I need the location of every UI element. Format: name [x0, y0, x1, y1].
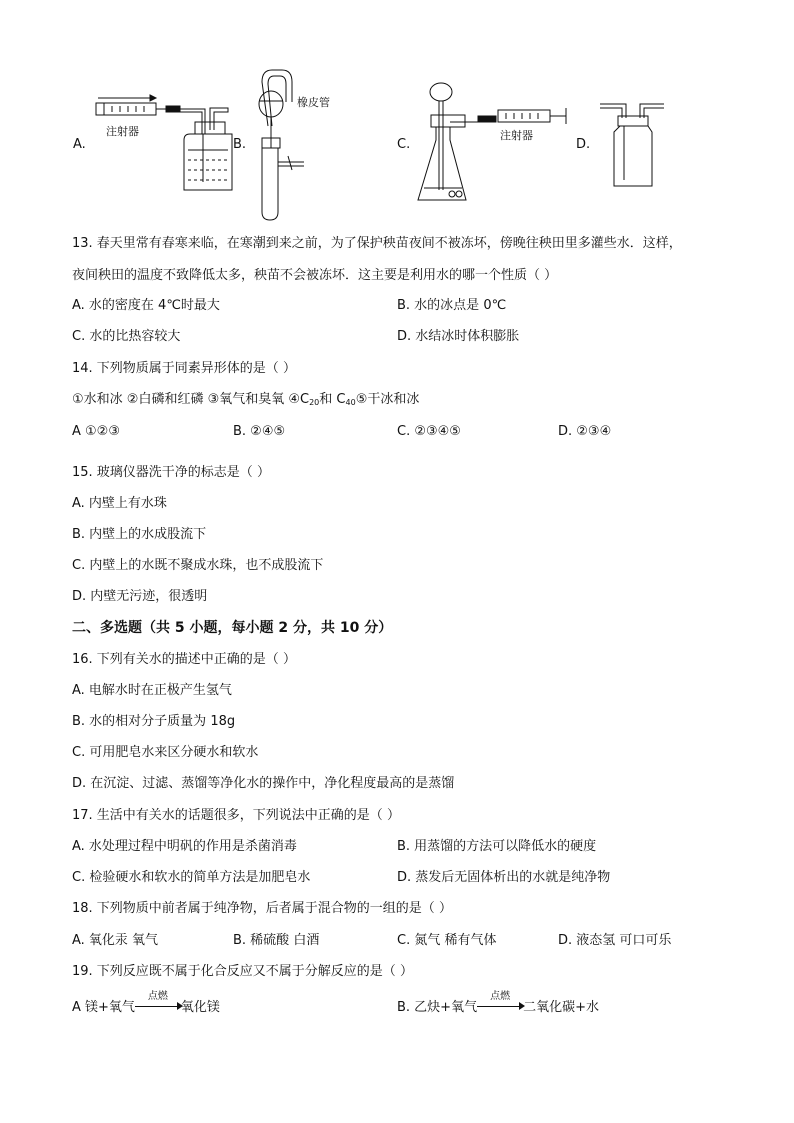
q14-stem: 14. 下列物质属于同素异形体的是（ ）	[72, 361, 296, 376]
q14-option-c: C. ②③④⑤	[397, 424, 461, 439]
q16-option-d: D. 在沉淀、过滤、蒸馏等净化水的操作中，净化程度最高的是蒸馏	[72, 776, 455, 791]
rubber-tube-label: 橡皮管	[297, 96, 330, 109]
q13-stem-line1: 13. 春天里常有春寒来临，在寒潮到来之前，为了保护秧苗夜间不被冻坏，傍晚往秧田里多灌些水．这样，	[72, 236, 682, 251]
q18-stem: 18. 下列物质中前者属于纯净物，后者属于混合物的一组的是（ ）	[72, 901, 452, 916]
q15-option-b: B. 内壁上的水成股流下	[72, 527, 207, 542]
q13-option-d: D. 水结冰时体积膨胀	[397, 329, 520, 344]
section-2-title: 二、多选题（共 5 小题，每小题 2 分，共 10 分）	[72, 620, 393, 636]
q13-stem-line2: 夜间秧田的温度不致降低太多，秧苗不会被冻坏．这主要是利用水的哪一个性质（ ）	[72, 268, 558, 283]
q17-option-c: C. 检验硬水和软水的简单方法是加肥皂水	[72, 870, 311, 885]
figure-b-label: B.	[233, 137, 247, 152]
q19-a-condition: 点燃	[147, 991, 168, 1002]
reaction-arrow-icon	[477, 991, 523, 1014]
reaction-arrow-icon	[135, 991, 181, 1014]
q19-stem: 19. 下列反应既不属于化合反应又不属于分解反应的是（ ）	[72, 964, 413, 979]
q16-option-c: C. 可用肥皂水来区分硬水和软水	[72, 745, 259, 760]
q14-option-b: B. ②④⑤	[233, 424, 286, 439]
q17-stem: 17. 生活中有关水的话题很多，下列说法中正确的是（ ）	[72, 808, 400, 823]
q17-option-b: B. 用蒸馏的方法可以降低水的硬度	[397, 839, 597, 854]
q19-b-product: 二氧化碳+水	[523, 1000, 599, 1015]
q15-option-c: C. 内壁上的水既不聚成水珠，也不成股流下	[72, 558, 324, 573]
q15-option-d: D. 内壁无污迹，很透明	[72, 589, 208, 604]
figure-a-label: A.	[73, 137, 86, 152]
gas-bottle-diagram-d	[600, 104, 664, 186]
q13-option-c: C. 水的比热容较大	[72, 329, 181, 344]
q14-option-d: D. ②③④	[558, 424, 612, 439]
q16-stem: 16. 下列有关水的描述中正确的是（ ）	[72, 652, 296, 667]
q15-stem: 15. 玻璃仪器洗干净的标志是（ ）	[72, 465, 270, 480]
funnel-tube-diagram-b	[259, 70, 304, 220]
q17-option-a: A. 水处理过程中明矾的作用是杀菌消毒	[72, 839, 297, 854]
q19-a-product: 氧化镁	[180, 1000, 220, 1015]
q16-option-a: A. 电解水时在正极产生氢气	[72, 683, 232, 698]
q14-and-c: 和 C	[319, 392, 346, 407]
q14-option-a: A ①②③	[72, 424, 120, 439]
q13-option-b: B. 水的冰点是 0℃	[397, 298, 507, 313]
q19-a-reactants: A 镁+氧气	[72, 1000, 135, 1015]
q15-option-a: A. 内壁上有水珠	[72, 496, 167, 511]
figure-d-label: D.	[576, 137, 591, 152]
q18-option-a: A. 氧化汞 氧气	[72, 933, 159, 948]
q19-option-a	[72, 991, 220, 1016]
apparatus-drawings	[0, 0, 794, 240]
q14-items-part1: ①水和冰 ②白磷和红磷 ③氧气和臭氧 ④C	[72, 392, 310, 407]
flask-syringe-diagram-c	[418, 83, 566, 200]
q16-option-b: B. 水的相对分子质量为 18g	[72, 714, 236, 729]
figure-c-label: C.	[397, 137, 411, 152]
syringe-bottle-diagram-a	[96, 95, 232, 190]
q19-b-reactants: B. 乙炔+氧气	[397, 1000, 478, 1015]
syringe-label-a: 注射器	[106, 125, 139, 138]
q14-items-part2: ⑤干冰和冰	[355, 392, 420, 407]
q19-b-condition: 点燃	[490, 991, 511, 1002]
q18-option-d: D. 液态氢 可口可乐	[558, 933, 672, 948]
q18-option-b: B. 稀硫酸 白酒	[233, 933, 320, 948]
q19-option-b	[397, 991, 599, 1016]
q14-c40-subscript: 40	[345, 398, 356, 407]
q17-option-d: D. 蒸发后无固体析出的水就是纯净物	[397, 870, 611, 885]
q14-c20-subscript: 20	[309, 398, 320, 407]
q14-items	[72, 392, 419, 411]
q18-option-c: C. 氮气 稀有气体	[397, 933, 497, 948]
syringe-label-c: 注射器	[500, 129, 533, 142]
q13-option-a: A. 水的密度在 4℃时最大	[72, 298, 220, 313]
